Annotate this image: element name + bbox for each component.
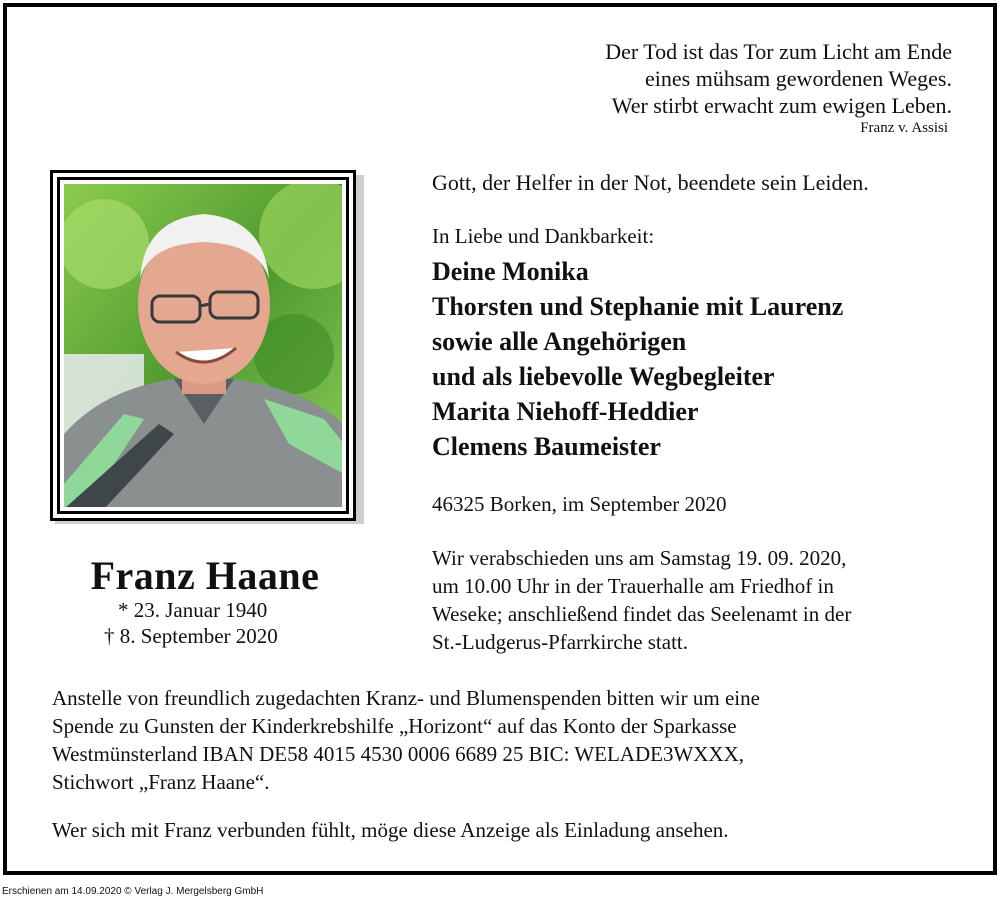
intro-line: Gott, der Helfer in der Not, beendete sein Leiden. [432, 170, 869, 195]
service-line: St.-Ludgerus-Pfarrkirche statt. [432, 630, 689, 654]
publication-footer: Erschienen am 14.09.2020 © Verlag J. Mergelsberg GmbH [2, 886, 264, 897]
death-date: † 8. September 2020 [104, 624, 278, 648]
birth-date: * 23. Januar 1940 [118, 598, 268, 622]
photo-shadow [356, 175, 364, 522]
mourner: Clemens Baumeister [432, 432, 661, 461]
quote-author: Franz v. Assisi [860, 120, 948, 136]
deceased-name: Franz Haane [90, 553, 320, 598]
donation-text [52, 684, 760, 796]
service-info [432, 544, 851, 656]
love-line: In Liebe und Dankbarkeit: [432, 224, 655, 248]
mourner: Marita Niehoff-Heddier [432, 397, 699, 426]
quote-line: Der Tod ist das Tor zum Licht am Ende [605, 39, 952, 64]
portrait-photo [64, 184, 342, 507]
donation-line: Anstelle von freundlich zugedachten Kranz- und Blumenspenden bitten wir um eine [52, 686, 760, 710]
donation-line: Westmünsterland IBAN DE58 4015 4530 0006 6689 25 BIC: WELADE3WXXX, [52, 742, 745, 766]
service-line: Weseke; anschließend findet das Seelenamt in der [432, 602, 852, 626]
mourner: sowie alle Angehörigen [432, 327, 687, 356]
quote-block [605, 38, 952, 119]
mourners-list [432, 254, 843, 464]
donation-line: Spende zu Gunsten der Kinderkrebshilfe „Horizont“ auf das Konto der Sparkasse [52, 714, 737, 738]
donation-line: Stichwort „Franz Haane“. [52, 770, 270, 794]
quote-line: eines mühsam gewordenen Weges. [645, 66, 952, 91]
mourner: und als liebevolle Wegbegleiter [432, 362, 775, 391]
quote-line: Wer stirbt erwacht zum ewigen Leben. [611, 93, 952, 118]
mourner: Thorsten und Stephanie mit Laurenz [432, 292, 844, 321]
service-line: Wir verabschieden uns am Samstag 19. 09. 2020, [432, 546, 847, 570]
service-line: um 10.00 Uhr in der Trauerhalle am Friedhof in [432, 574, 834, 598]
invitation-line: Wer sich mit Franz verbunden fühlt, möge diese Anzeige als Einladung ansehen. [52, 818, 729, 842]
place-date: 46325 Borken, im September 2020 [432, 492, 727, 516]
photo-frame [50, 170, 356, 521]
mourner: Deine Monika [432, 257, 589, 286]
